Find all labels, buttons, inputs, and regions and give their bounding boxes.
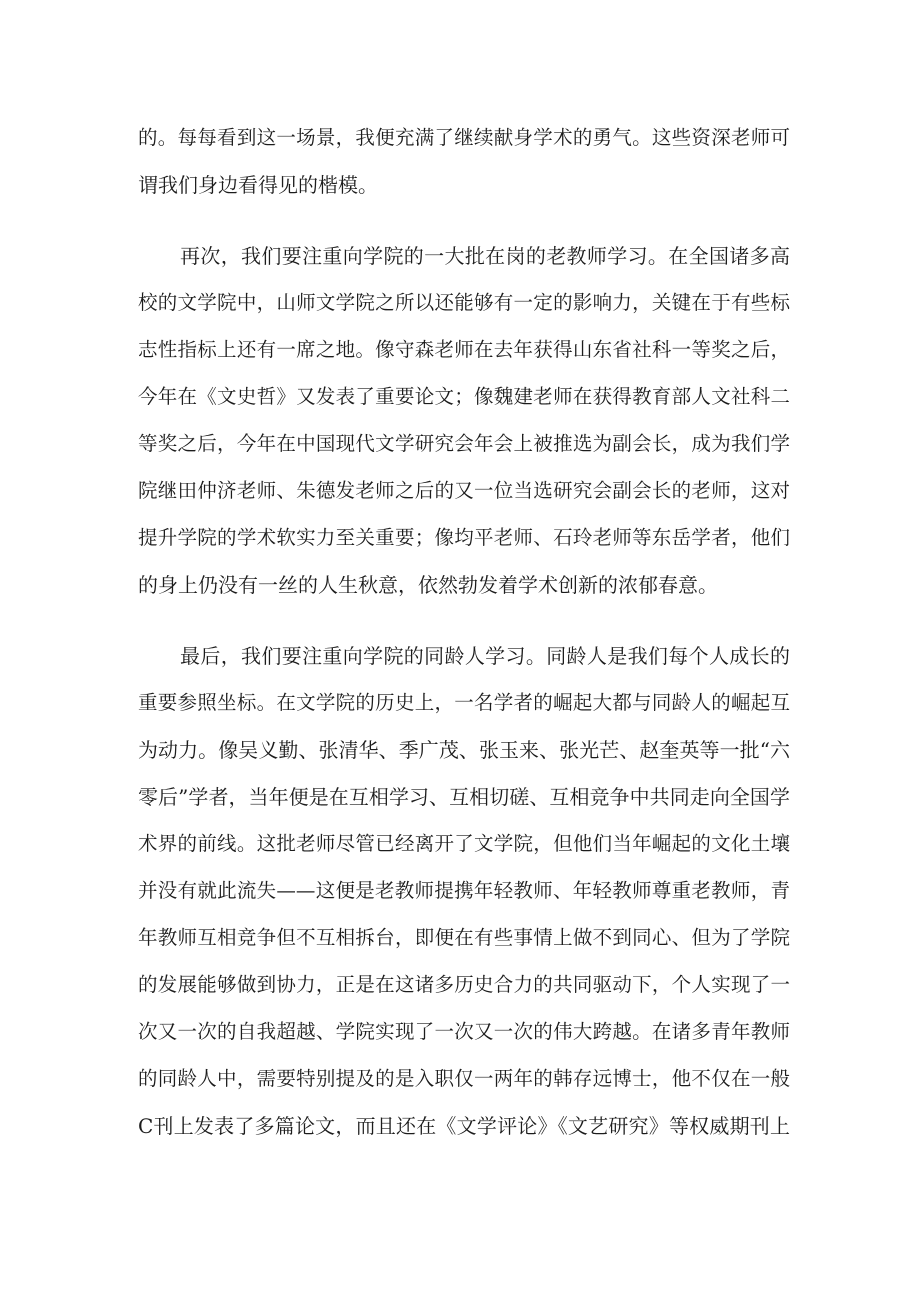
paragraph-2-line-4: 今年在《文史哲》又发表了重要论文；像魏建老师在获得教育部人文社科二 <box>138 385 790 408</box>
paragraph-2-line-2: 校的文学院中，山师文学院之所以还能够有一定的影响力，关键在于有些标 <box>138 291 790 314</box>
paragraph-3-line-3: 为动力。像吴义勤、张清华、季广茂、张玉来、张光芒、赵奎英等一批“六 <box>138 738 790 762</box>
paragraph-3-line-11: C刊上发表了多篇论文，而且还在《文学评论》《文艺研究》等权威期刊上 <box>138 1114 790 1138</box>
paragraph-3-line-10: 的同龄人中，需要特别提及的是入职仅一两年的韩存远博士，他不仅在一般 <box>138 1067 790 1090</box>
paragraph-3-line-4: 零后”学者，当年便是在互相学习、互相切磋、互相竞争中共同走向全国学 <box>138 785 790 809</box>
paragraph-2-line-5: 等奖之后，今年在中国现代文学研究会年会上被推选为副会长，成为我们学 <box>138 432 790 455</box>
paragraph-2-line-3: 志性指标上还有一席之地。像守森老师在去年获得山东省社科一等奖之后， <box>138 338 790 361</box>
paragraph-1-line-2: 谓我们身边看得见的楷模。 <box>138 173 378 197</box>
paragraph-3-line-2: 重要参照坐标。在文学院的历史上，一名学者的崛起大都与同龄人的崛起互 <box>138 691 790 714</box>
paragraph-2-line-6: 院继田仲济老师、朱德发老师之后的又一位当选研究会副会长的老师，这对 <box>138 479 790 502</box>
paragraph-3-line-6: 并没有就此流失——这便是老教师提携年轻教师、年轻教师尊重老教师，青 <box>138 879 790 902</box>
paragraph-3-line-7: 年教师互相竞争但不互相拆台，即便在有些事情上做不到同心、但为了学院 <box>138 926 790 949</box>
paragraph-2-line-7: 提升学院的学术软实力至关重要；像均平老师、石玲老师等东岳学者，他们 <box>138 526 790 549</box>
paragraph-3-line-8: 的发展能够做到协力，正是在这诸多历史合力的共同驱动下，个人实现了一 <box>138 973 790 996</box>
paragraph-3-line-9: 次又一次的自我超越、学院实现了一次又一次的伟大跨越。在诸多青年教师 <box>138 1020 790 1043</box>
paragraph-2-line-8: 的身上仍没有一丝的人生秋意，依然勃发着学术创新的浓郁春意。 <box>138 573 718 597</box>
paragraph-3-line-5: 术界的前线。这批老师尽管已经离开了文学院，但他们当年崛起的文化土壤 <box>138 832 790 855</box>
paragraph-1-line-1: 的。每每看到这一场景，我便充满了继续献身学术的勇气。这些资深老师可 <box>138 126 790 149</box>
paragraph-3-line-1: 最后，我们要注重向学院的同龄人学习。同龄人是我们每个人成长的 <box>180 644 790 668</box>
paragraph-2-line-1: 再次，我们要注重向学院的一大批在岗的老教师学习。在全国诸多高 <box>180 244 790 268</box>
